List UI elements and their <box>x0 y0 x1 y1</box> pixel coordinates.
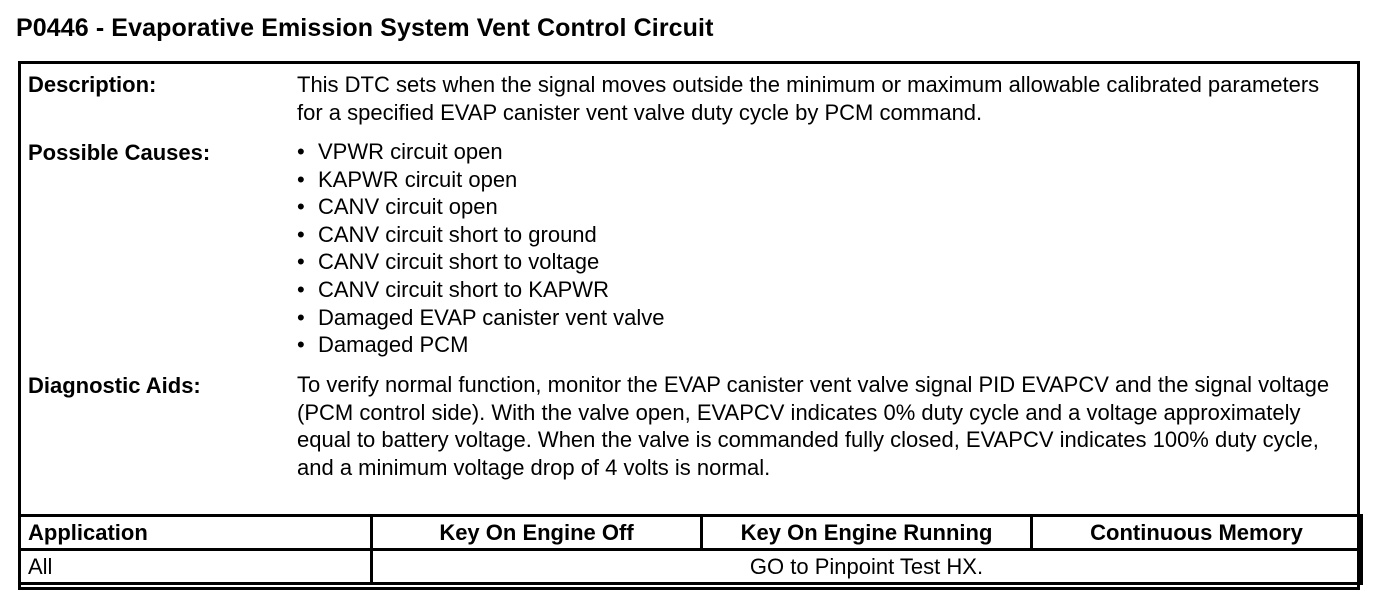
possible-causes-label: Possible Causes: <box>28 140 211 165</box>
list-item: • CANV circuit short to ground <box>297 221 1347 249</box>
possible-causes-list <box>297 138 1347 359</box>
diagnostic-aids-text: To verify normal function, monitor the EVAP canister vent valve signal PID EVAPCV and the signal voltage (PCM control side). With the valve open, EVAPCV indicates 0% duty cycle and a voltage approximately equal to battery voltage. When the valve is commanded fully closed, EVAPCV indicates 100% duty cycle, and a minimum voltage drop of 4 volts is normal. <box>297 372 1330 480</box>
list-item: • CANV circuit short to voltage <box>297 248 1347 276</box>
page-title: P0446 - Evaporative Emission System Vent Control Circuit <box>16 14 714 42</box>
list-item: • VPWR circuit open <box>297 138 1347 166</box>
list-item: • Damaged EVAP canister vent valve <box>297 304 1347 332</box>
table-row <box>20 550 1362 584</box>
table-header-row <box>20 516 1362 550</box>
dtc-info-section <box>21 64 1357 516</box>
description-label: Description: <box>28 72 157 97</box>
list-item: • Damaged PCM <box>297 331 1347 359</box>
application-table <box>18 514 1363 585</box>
header-key-on-engine-off: Key On Engine Off <box>372 516 702 550</box>
dtc-table <box>18 61 1360 590</box>
list-item: • CANV circuit short to KAPWR <box>297 276 1347 304</box>
header-application: Application <box>20 516 372 550</box>
description-text: This DTC sets when the signal moves outside the minimum or maximum allowable calibrated parameters for a specified EVAP canister vent valve duty cycle by PCM command. <box>297 72 1320 125</box>
list-item: • CANV circuit open <box>297 193 1347 221</box>
diagnostic-aids-label: Diagnostic Aids: <box>28 373 201 398</box>
cell-action: GO to Pinpoint Test HX. <box>372 550 1362 584</box>
header-key-on-engine-running: Key On Engine Running <box>702 516 1032 550</box>
list-item: • KAPWR circuit open <box>297 166 1347 194</box>
header-continuous-memory: Continuous Memory <box>1032 516 1362 550</box>
cell-application: All <box>20 550 372 584</box>
